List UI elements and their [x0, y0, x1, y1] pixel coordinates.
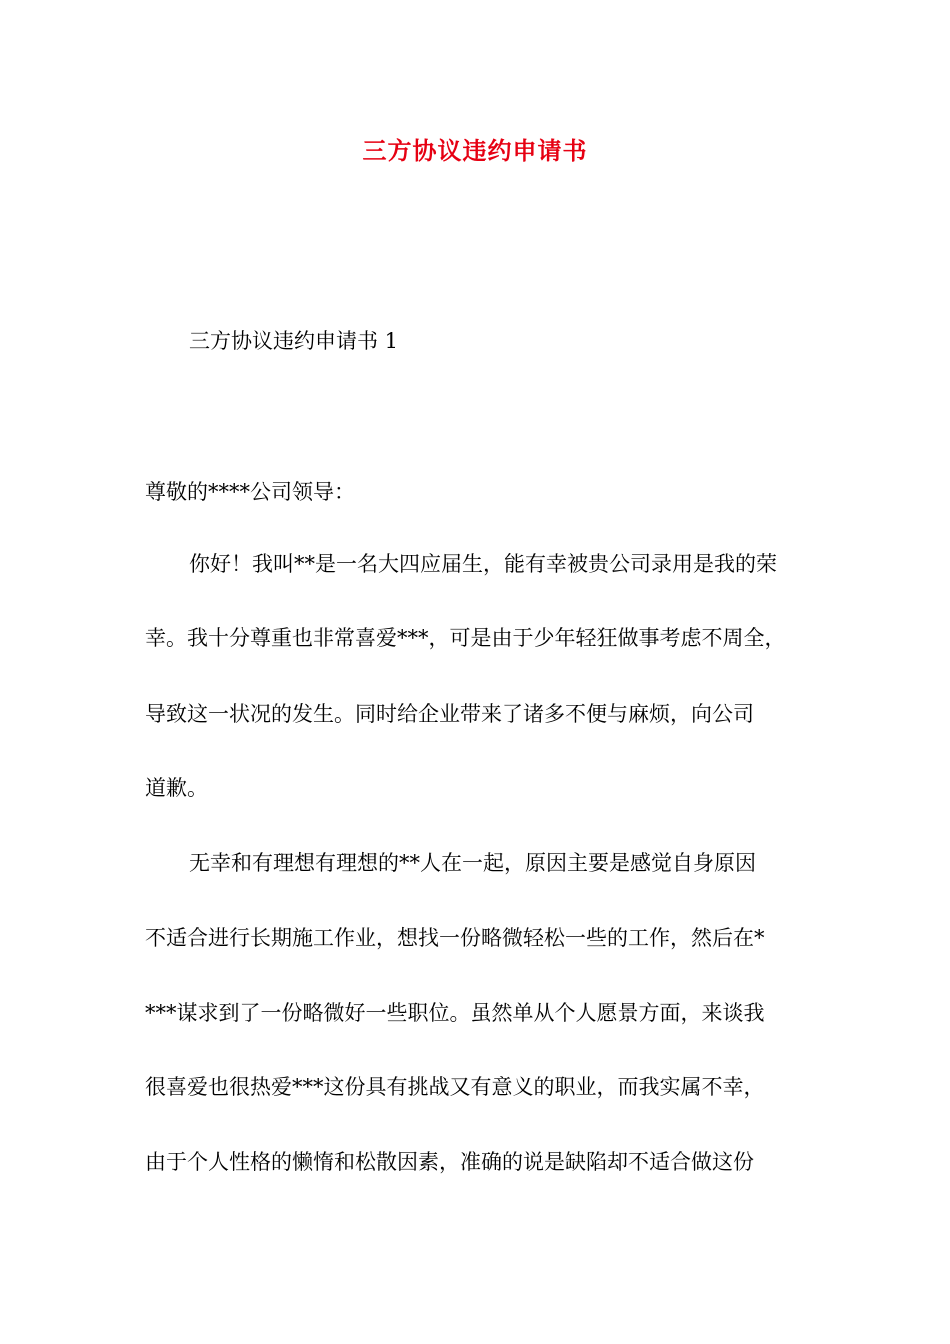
paragraph-line: 无幸和有理想有理想的**人在一起，原因主要是感觉自身原因: [189, 851, 756, 875]
paragraph-line: 幸。我十分尊重也非常喜爱***，可是由于少年轻狂做事考虑不周全，: [145, 626, 786, 650]
paragraph-line: ***谋求到了一份略微好一些职位。虽然单从个人愿景方面，来谈我: [145, 1001, 765, 1025]
section-heading: 三方协议违约申请书 1: [189, 329, 399, 353]
paragraph-line: 你好！我叫**是一名大四应届生，能有幸被贵公司录用是我的荣: [189, 552, 777, 576]
paragraph-line: 由于个人性格的懒惰和松散因素，准确的说是缺陷却不适合做这份: [145, 1150, 754, 1174]
paragraph-line: 导致这一状况的发生。同时给企业带来了诸多不便与麻烦，向公司: [145, 702, 754, 726]
salutation: 尊敬的****公司领导：: [145, 480, 355, 504]
paragraph-line: 很喜爱也很热爱***这份具有挑战又有意义的职业，而我实属不幸，: [145, 1075, 765, 1099]
paragraph-line: 不适合进行长期施工作业，想找一份略微轻松一些的工作，然后在*: [145, 926, 765, 950]
document-title: 三方协议违约申请书: [362, 136, 588, 165]
paragraph-line: 道歉。: [145, 776, 208, 800]
